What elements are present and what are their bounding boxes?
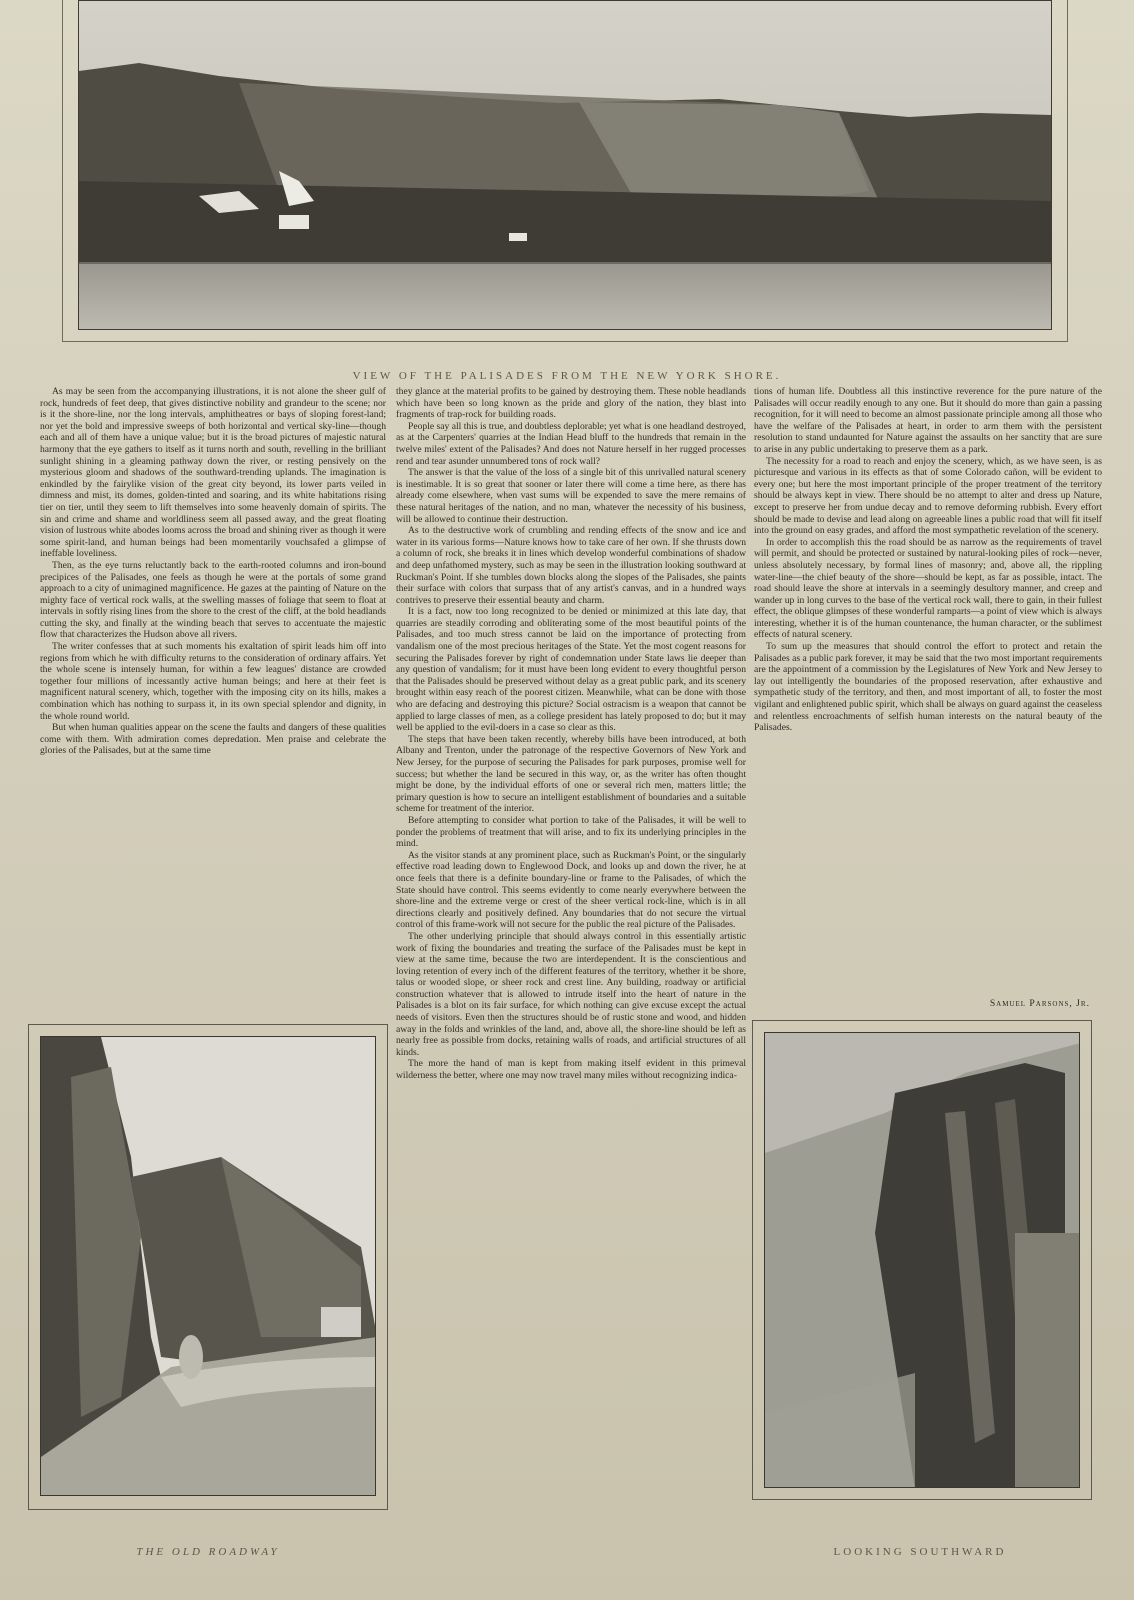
paragraph: The necessity for a road to reach and enjoy the scenery, which, as we have seen, is as picturesque and various in its effects as that of some Colorado cañon, will be evident to every one; but here the most important principle of the proper treatment of the territory should be always kept in view. There should be no attempt to alter and dress up Nature, except to preserve her from undue decay and to remove deforming rubbish. Every effort should be made to devise and lead along on agreeable lines a public road that will fit itself into the ground on easy grades, and afford the most sympathetic revelation of the scenery. — [754, 455, 1102, 537]
paragraph: People say all this is true, and doubtless deplorable; yet what is one headland destroyed, as at the Carpenters' quarries at the Indian Head bluff to the hundreds that remain in the twelve miles' extent of the Palisades? And does not Nature herself in her rugged processes rend and tear asunder unnumbered tons of rock wall? — [396, 420, 746, 467]
paragraph: they glance at the material profits to be gained by destroying them. These noble headlands which have been so long known as the pride and glory of the nation, they blast into fragments of trap-rock for building roads. — [396, 386, 746, 421]
paragraph: To sum up the measures that should control the effort to protect and retain the Palisades as a public park forever, it may be said that the two most important requirements are the appointment of a commission by the Legislatures of New York and New Jersey to lay out intelligently the boundaries of the proposed reservation, after exhaustive and sympathetic study of the territory, and then, and most important of all, to foster the most vigilant and enlightened public spirit, which shall be always on guard against the ceaseless and relentless encroachments of selfish human interests on the natural beauty of the Palisades. — [754, 641, 1102, 734]
paragraph: The answer is that the value of the loss of a single bit of this unrivalled natural scenery is inestimable. It is so great that sooner or later there will come a time here, as there has already come elsewhere, when vast sums will be expended to save the mere remains of these natural heritages of the nation, and no man, whatever the necessity of his business, will be allowed to continue their destruction. — [396, 467, 746, 525]
author-signature: Samuel Parsons, Jr. — [989, 998, 1090, 1009]
paragraph: Then, as the eye turns reluctantly back to the earth-rooted columns and iron-bound precipices of the Palisades, one feels as though he were at the portals of some grand approach to a city of unimagined magnificence. He gazes at the painting of Nature on the mighty face of vertical rock walls, at the swelling masses of foliage that seem to float at intervals in softly rising lines from the shore to the crest of the cliff, at the bold headlands cutting the sky, and finally at the winding beach that serves to accentuate the majestic flow that characterizes the Hudson above all rivers. — [40, 559, 386, 641]
right-photo — [764, 1032, 1080, 1488]
old-roadway-illustration — [41, 1037, 376, 1496]
left-photo — [40, 1036, 376, 1496]
top-photo-caption: VIEW OF THE PALISADES FROM THE NEW YORK SHORE. — [352, 370, 782, 382]
paragraph: As may be seen from the accompanying illustrations, it is not alone the sheer gulf of rock, hundreds of feet deep, that gives distinctive nobility and grandeur to the scene; nor is it the shore-line, nor the long intervals, amphitheatres or bays of sloping forest-land; nor yet the bold and impressive sweeps of both horizontal and vertical sky-line—though each and all of them have a unique value; but it is the broad pictures of majestic natural harmony that the eye gathers to itself as it turns north and south, revelling in the brilliant sunlight shining in a gleaming pathway down the river, or resting pensively on the mysterious gloom and shadows of the southward-trending uplands. The imagination is enkindled by the fairylike vision of the great city beyond, its lower parts veiled in dimness and mist, its domes, golden-tinted and soaring, and its white habitations rising tier on tier, until they seem to lift themselves into some heavenly domain of spirits. The sin and crime and shame and worldliness seem all passed away, and the great floating vision of lustrous white abodes looms across the broad and shining river as though it were some spirit-land, and human beings had been momentarily vouchsafed a glimpse of ineffable loveliness. — [40, 386, 386, 560]
paragraph: The writer confesses that at such moments his exaltation of spirit leads him off into regions from which he with difficulty returns to the consideration of ordinary affairs. Yet the whole scene is intensely human, for within a few leagues' distance are crowded together four millions of incessantly active human beings; and here at their feet is magnificent natural scenery, which, together with the imposing city on its hills, makes a combination which has nothing to surpass it, in its own special splendor and dignity, in the whole round world. — [40, 641, 386, 722]
paragraph: Before attempting to consider what portion to take of the Palisades, it will be well to ponder the problems of treatment that will arise, and to fix its underlying principles in the mind. — [396, 814, 746, 850]
looking-southward-illustration — [765, 1033, 1080, 1488]
right-photo-caption: LOOKING SOUTHWARD — [833, 1546, 1007, 1558]
palisades-cliffs-illustration — [79, 1, 1052, 330]
top-photo — [78, 0, 1052, 330]
paragraph: The more the hand of man is kept from making itself evident in this primeval wilderness the better, where one may now travel many miles without recognizing indica- — [396, 1058, 746, 1082]
paragraph: tions of human life. Doubtless all this instinctive reverence for the pure nature of the Palisades will occur readily enough to any one. But it should do more than gain a passing recognition, for it will need to become an almost passionate principle among all those who have the welfare of the Palisades at heart, in order to arm them with the persistent resolution to stand undaunted for Nature against the assaults on her sanctity that are sure to arise in any public undertaking to preserve them as a park. — [754, 386, 1102, 455]
paragraph: The steps that have been taken recently, whereby bills have been introduced, at both Albany and Trenton, under the patronage of the respective Governors of New York and New Jersey, for the purpose of securing the Palisades for park purposes, promise well for success; but whether the land be secured in this way, or, as the writer has often thought might be done, by the individual efforts of one or several rich men, matters little; the primary question is how to secure an intelligent establishment of boundaries and a suitable scheme for treatment of the interior. — [396, 733, 746, 815]
paragraph: In order to accomplish this the road should be as narrow as the requirements of travel will permit, and should be protected or sustained by natural-looking piles of rock—never, unless absolutely necessary, by formal lines of masonry; and, above all, the rippling water-line—the chief beauty of the shore—should be kept, as far as possible, intact. The road should leave the shore at intervals in a seemingly desultory manner, and creep and wander up in long curves to the base of the vertical rock wall, there to gain, in their fullest effect, the oblique glimpses of these wonderful ramparts—a point of view which is always interesting, whether it is of the human countenance, the human character, or the sublimest effects of natural scenery. — [754, 536, 1102, 641]
paragraph: As to the destructive work of crumbling and rending effects of the snow and ice and water in its various forms—Nature knows how to take care of her own. If she thrusts down a column of rock, she breaks it in lines which develop wonderful combinations of shadow and deep unfathomed mystery, such as may be seen in the illustration looking southward at Ruckman's Point. If she tumbles down blocks along the slopes of the Palisades, she paints their surface with colors that surpass that of any artist's canvas, and in a hundred ways contrives to preserve their essential beauty and charm. — [396, 525, 746, 606]
paragraph: As the visitor stands at any prominent place, such as Ruckman's Point, or the singularly effective road leading down to Englewood Dock, and looks up and down the river, he at once feels that there is a definite boundary-line or frame to the Palisades, of which the State should have control. This seems evidently to come nearly everywhere between the shore-line and the extreme verge or crest of the sheer vertical rock-line, which is in all directions clearly and positively defined. Any boundaries that do not secure the virtual control of this frame-work will not secure for the public the real picture of the Palisades. — [396, 849, 746, 931]
paragraph: The other underlying principle that should always control in this essentially artistic work of fixing the boundaries and treating the surface of the Palisades must be kept in view at the same time, because the two are interdependent. It is the conscientious and loving retention of every inch of the different features of the territory, whether it be shore, talus or wooded slope, or sheer rock and crest line. Any building, roadway or artificial construction whatever that is allowed to intrude itself into the heart of nature in the Palisades is a blot on its fair surface, for which nothing can give excuse except the actual needs of visitors. Even then the structures should be of rustic stone and wood, and hidden away in the folds and wrinkles of the land, and, above all, the shore-line should be left as nearly free as possible from docks, retaining walls of roads, and artificial structures of all kinds. — [396, 930, 746, 1058]
paragraph: But when human qualities appear on the scene the faults and dangers of these qualities come with them. With admiration comes depredation. Men praise and celebrate the glories of the Palisades, but at the same time — [40, 722, 386, 757]
article-column-1 — [40, 386, 386, 1010]
left-photo-caption: THE OLD ROADWAY — [136, 1546, 280, 1558]
article-column-3 — [754, 386, 1102, 996]
article-column-2 — [396, 386, 746, 1554]
paragraph: It is a fact, now too long recognized to be denied or minimized at this late day, that quarries are steadily corroding and obliterating some of the most beautiful points of the Palisades, and too much stress cannot be laid on the importance of protecting from vandalism one of the most precious heritages of the State. Yet the most cogent reasons for securing the Palisades forever by right of condemnation under State laws lie deeper than any question of vandalism; for it must have been long evident to every thoughtful person that the Palisades should be preserved without delay as a great public park, and its scenery brought within easy reach of the poorest citizen. Meanwhile, what can be done with those who are defacing and destroying this picture? Social ostracism is a weapon that cannot be applied to large classes of men, as a college president has lately proposed to do; but it may well be applied to the evil-doers in a case so clear as this. — [396, 606, 746, 734]
